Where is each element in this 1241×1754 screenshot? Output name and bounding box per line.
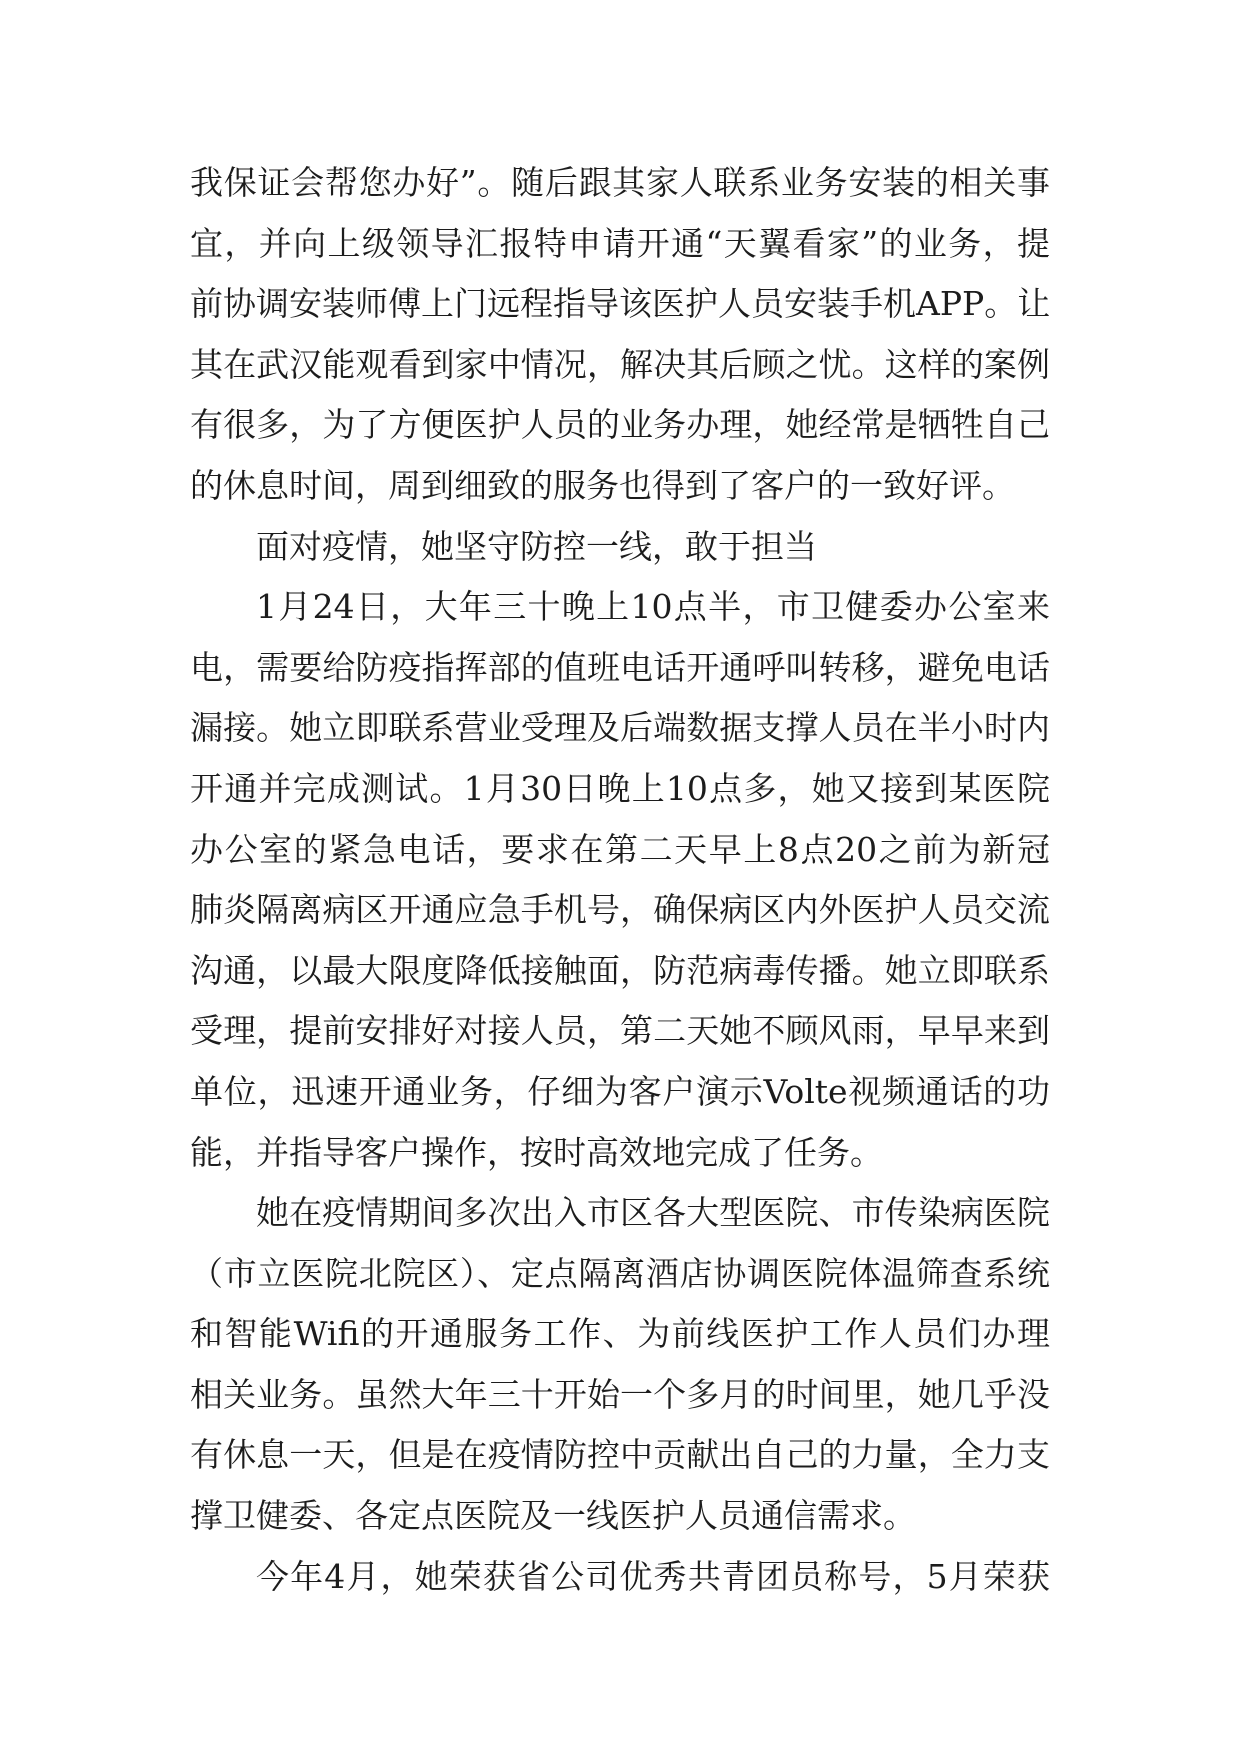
text-line: 开通并完成测试。1月30日晚上10点多，她又接到某医院 <box>190 768 1050 808</box>
text-line: 前协调安装师傅上门远程指导该医护人员安装手机APP。让 <box>190 284 1050 324</box>
text-line: 能，并指导客户操作，按时高效地完成了任务。 <box>190 1132 883 1172</box>
text-line: 今年4月，她荣获省公司优秀共青团员称号，5月荣获 <box>256 1556 1050 1596</box>
text-line: 我保证会帮您办好”。随后跟其家人联系业务安装的相关事 <box>190 163 1050 202</box>
text-line: 撑卫健委、各定点医院及一线医护人员通信需求。 <box>190 1496 916 1536</box>
text-line: 单位，迅速开通业务，仔细为客户演示Volte视频通话的功 <box>190 1071 1050 1111</box>
text-line: 漏接。她立即联系营业受理及后端数据支撑人员在半小时内 <box>190 708 1050 748</box>
text-line: 电，需要给防疫指挥部的值班电话开通呼叫转移，避免电话 <box>190 647 1050 687</box>
section-heading: 面对疫情，她坚守防控一线，敢于担当 <box>256 526 817 566</box>
text-line: 和智能Wifi的开通服务工作、为前线医护工作人员们办理 <box>190 1314 1050 1354</box>
text-line: 的休息时间，周到细致的服务也得到了客户的一致好评。 <box>190 465 1015 505</box>
text-line: 沟通，以最大限度降低接触面，防范病毒传播。她立即联系 <box>190 950 1050 990</box>
text-line: 办公室的紧急电话，要求在第二天早上8点20之前为新冠 <box>190 829 1050 869</box>
text-line: 她在疫情期间多次出入市区各大型医院、市传染病医院 <box>256 1193 1050 1233</box>
text-line: 宜，并向上级领导汇报特申请开通“天翼看家”的业务，提 <box>190 223 1050 263</box>
text-line: 其在武汉能观看到家中情况，解决其后顾之忧。这样的案例 <box>190 344 1050 384</box>
text-line: 1月24日，大年三十晚上10点半，市卫健委办公室来 <box>256 587 1050 627</box>
text-line: 有很多，为了方便医护人员的业务办理，她经常是牺牲自己 <box>190 405 1050 445</box>
text-line: 有休息一天，但是在疫情防控中贡献出自己的力量，全力支 <box>190 1435 1050 1475</box>
text-line: 肺炎隔离病区开通应急手机号，确保病区内外医护人员交流 <box>190 890 1050 930</box>
text-line: （市立医院北院区）、定点隔离酒店协调医院体温筛查系统 <box>190 1253 1050 1293</box>
text-line: 相关业务。虽然大年三十开始一个多月的时间里，她几乎没 <box>190 1374 1050 1414</box>
body-text <box>190 153 1050 1607</box>
text-line: 受理，提前安排好对接人员，第二天她不顾风雨，早早来到 <box>190 1011 1050 1051</box>
